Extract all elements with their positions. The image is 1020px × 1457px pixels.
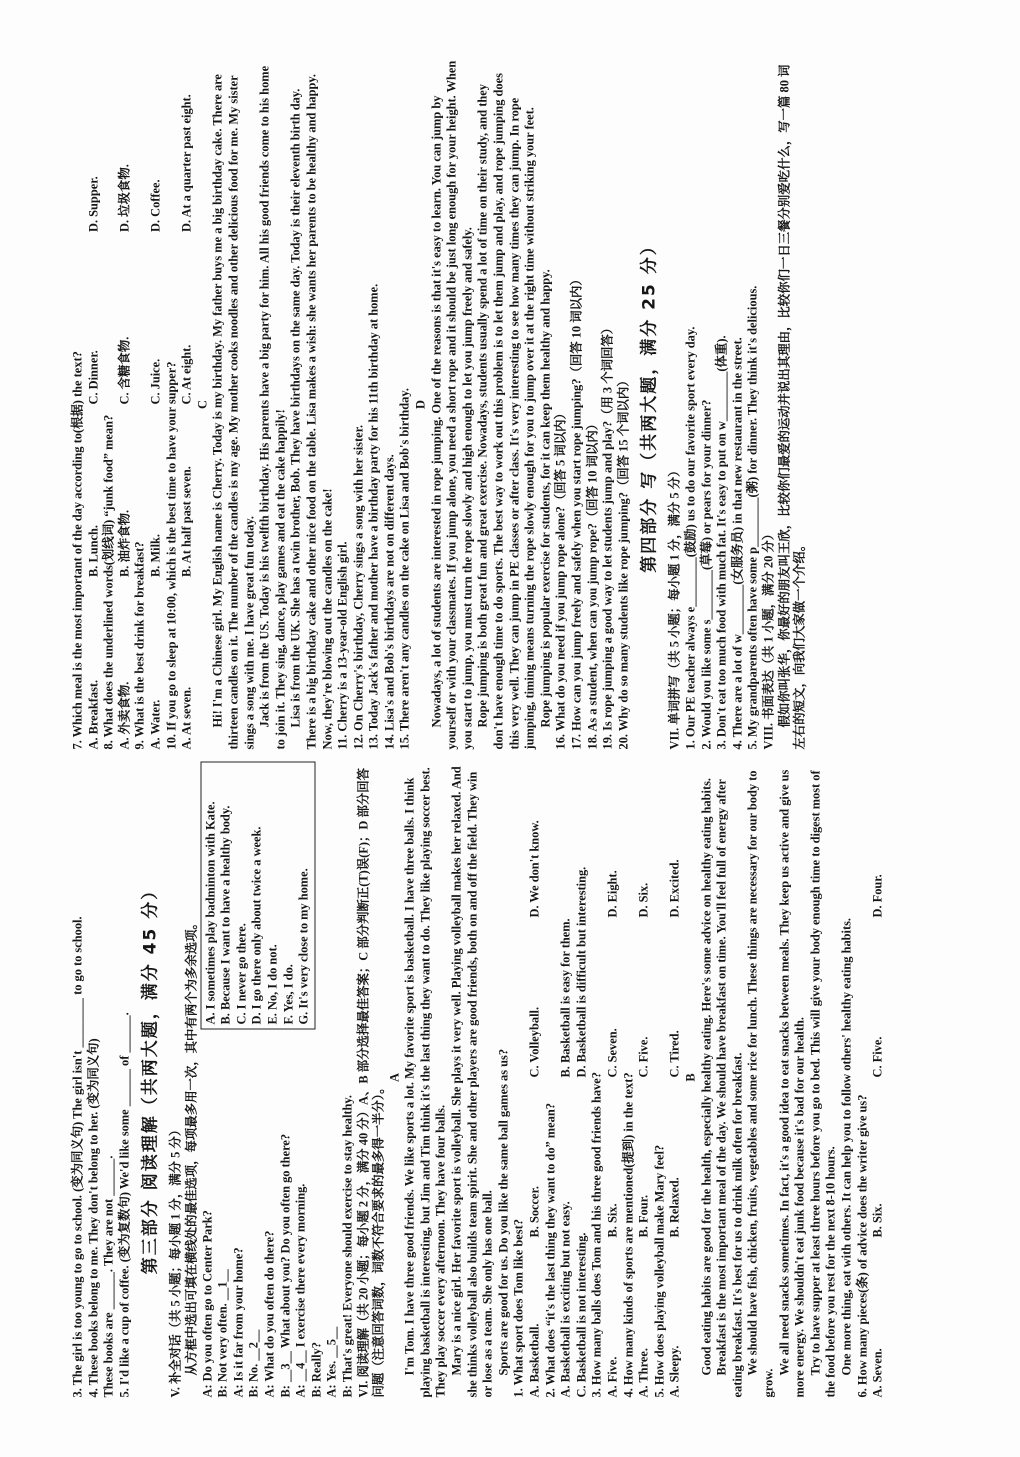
section7-title: VII. 单词拼写（共 5 小题；每小题 1 分，满分 5 分）	[667, 464, 682, 749]
question-3: 3. How many balls does Tom and his three good friends have?	[589, 1071, 604, 1397]
rewrite-item-4-line: These books are ______. They are not ______.	[101, 1155, 116, 1397]
box-option: C. I never go there.	[233, 922, 248, 1024]
dialogue-line: B: No. __2__	[246, 1329, 261, 1397]
question-5-options	[667, 757, 683, 1397]
rewrite-item-3: 3. The girl is too young to go to school. (变为同义句) The girl isn't ________ to go to school.	[70, 915, 84, 1397]
dialogue-line: A: Do you often go to Center Park?	[199, 1209, 214, 1397]
option: D. Coffee.	[147, 178, 162, 232]
passage-c-label: C	[194, 399, 209, 409]
option: C. Basketball is not interesting.	[573, 1232, 588, 1397]
option: C. Volleyball.	[527, 1006, 542, 1077]
question-20: 20. Why do so many students like rope jumping?（回答 15 个词以内）	[615, 373, 630, 749]
option: D. Basketball is difficult but interesting.	[573, 866, 588, 1077]
passage-c-para: Lisa is from the UK. She has a twin brother, Bob. They have birthdays on the same day. Today is their eleventh birth day. There is a big birthday cake and other nice food on the table. Lisa makes a wish: she wants her parents to be healthy and happy. Now, they're blowing out the candles on the cake!	[288, 73, 334, 749]
section5-title: V. 补全对话（共 5 小题；每小题 1 分，满分 5 分）	[168, 1123, 183, 1397]
option: C. Seven.	[605, 1027, 619, 1077]
statement-15: 15. There aren't any candles on the cake on Lisa and Bob's birthday.	[397, 387, 412, 749]
box-option: B. Because I want to have a healthy body.	[218, 805, 233, 1024]
spelling-item-1: 1. Our PE teacher always e________(鼓励) us to do our favorite sport every day.	[682, 326, 697, 749]
option: B. Soccer.	[527, 1185, 542, 1237]
passage-d-para: Rope jumping is both great fun and great exercise. Nowadays, students usually spend a lot of time on their study, and they don't have enough time to do sports. The best way to work out this problem is to let them jump and play, and rope jumping does this very well. They can jump in PE classes or after class. It's very interesting to see how many times they can jump. In rope jumping, timing means turning the rope slowly enough for you to jump over it at the right time without striking your feet.	[475, 72, 537, 749]
option: C. At eight.	[179, 344, 194, 404]
option: C. Five.	[870, 1036, 885, 1077]
left-column	[70, 757, 940, 1397]
question-3-options	[605, 757, 621, 1397]
passage-a-label: A	[386, 1072, 401, 1082]
option: D. At a quarter past eight.	[179, 93, 194, 232]
section8-prompt: 假如你叫张华，你最好的朋友叫王欣，比较你们最爱的运动并说出其理由，比较你们一日三餐分别爱吃什么，写一篇 80 词左右的短文，向我们大家做一个介绍。	[776, 64, 807, 749]
option: A. Basketball is exciting but not easy.	[558, 1200, 573, 1397]
option: C. 含糖食物.	[116, 336, 131, 404]
question-2: 2. What does “it's the last thing they want to do” mean?	[542, 1102, 557, 1397]
statement-12: 12. On Cherry's birthday, Cherry sings a song with her sister.	[350, 424, 365, 749]
box-option: D. I go there only about twice a week.	[249, 825, 264, 1024]
statement-11: 11. Cherry is a 13-year-old English girl.	[335, 540, 350, 749]
passage-d-para: Nowadays, a lot of students are interested in rope jumping. One of the reasons is that it's easy to learn. You can jump by yourself or with your classmates. If you jump alone, you need a short rope and it should be just long enough for your height. When you start to jump, you must turn the rope slowly and high enough to let you jump freely and safely.	[428, 60, 474, 749]
question-8: 8. What does the underlined words(划线词) “junk food” mean?	[101, 414, 116, 749]
option: A. At seven.	[179, 686, 194, 749]
passage-b-para: We all need snacks sometimes. In fact, it's a good idea to eat snacks between meals. They keep us active and give us more energy. We shouldn't eat junk food because it's bad for our health.	[776, 769, 807, 1397]
box-option: A. I sometimes play badminton with Kate.	[202, 800, 217, 1024]
option: B. Milk.	[147, 533, 162, 577]
part3-title: 第三部分 阅读理解（共两大题，满分 45 分）	[140, 880, 161, 1274]
option: A. Breakfast.	[85, 679, 100, 749]
section8-title: VIII. 书面表达（共 1 小题，满分 20 分）	[760, 527, 775, 749]
option: D. 垃圾食物.	[116, 163, 131, 232]
dialogue-line: A: What do you often do there?	[261, 1230, 276, 1397]
option: B. At half past seven.	[179, 465, 194, 577]
passage-c-para: Hi! I'm a Chinese girl. My English name is Cherry. Today is my birthday. My father buys me a big birthday cake. There are thirteen candles on it. The number of the candles is my age. My mother cooks noodles and other delicious food for me. My sister sings a song with me. I have great fun today.	[210, 73, 256, 749]
option: C. Five.	[636, 1036, 651, 1077]
question-10-options	[179, 59, 195, 749]
option: A. 外卖食物.	[116, 681, 131, 749]
dialogue-line: B: __3__ What about you? Do you often go there?	[277, 1133, 292, 1397]
option: B. Lunch.	[85, 524, 100, 577]
question-17: 17. How can you jump freely and safely when you start rope jumping?（回答 10 词以内）	[569, 272, 583, 749]
spelling-item-4: 4. There are a lot of w________(女服务员) in that new restaurant in the street.	[729, 336, 744, 749]
question-6: 6. How many pieces(条) of advice does the writer give us?	[854, 1094, 869, 1397]
dialogue-line: A: Yes. __5__	[324, 1326, 339, 1397]
option: B. Basketball is easy for them.	[558, 917, 573, 1077]
part4-title: 第四部分 写（共两大题，满分 25 分）	[639, 235, 660, 573]
passage-c-para: Jack is from the US. Today is his twelfth birthday. His parents have a big party for him. All his good friends come to his home to join it. They sing, dance, play games and eat the cake happily!	[257, 65, 287, 749]
passage-b-para: Try to have supper at least three hours before you go to bed. This will give your body enough time to digest most of the food before you rest for the next 8-10 hours.	[807, 769, 838, 1397]
box-option: G. It's very close to my home.	[296, 867, 311, 1024]
question-1: 1. What sport does Tom like best?	[511, 1218, 526, 1397]
rewrite-item-5: 5. I'd like a cup of coffee. (变为复数句) We'd like some ______ of ______.	[116, 1011, 131, 1397]
option: C. Tired.	[667, 1029, 682, 1077]
option: A. Seven.	[870, 1347, 885, 1397]
dialogue-area	[200, 757, 356, 1397]
question-10: 10. If you go to sleep at 10:00, which is the best time to have your supper?	[163, 360, 178, 749]
dialogue-line: A: Is it far from your home?	[230, 1246, 245, 1397]
option: D. Supper.	[85, 175, 100, 232]
section5-instruction: 从方框中选出可填在横线处的最佳选项，每项最多用一次，其中有两个为多余选项。	[183, 916, 198, 1375]
option: A. Sleepy.	[667, 1345, 682, 1397]
spelling-item-2: 2. Would you like some s________(草莓) or pears for your dinner?	[698, 399, 713, 749]
statement-14: 14. Lisa's and Bob's birthdays are not on different days.	[381, 453, 396, 749]
dialogue-line: B: Not very often. __1__	[215, 1268, 230, 1397]
option: C. Juice.	[147, 358, 162, 404]
option: D. Four.	[870, 873, 885, 917]
options-box	[200, 761, 315, 1029]
option: B. Six.	[605, 1202, 619, 1237]
question-7-options	[86, 59, 102, 749]
passage-b-para: Breakfast is the most important meal of the day. We should have breakfast on time. You'll feel full of energy after eating breakfast. It's best for us to drink milk often for breakfast.	[714, 778, 744, 1397]
passage-a-para: I'm Tom. I have three good friends. We like sports a lot. My favorite sport is basketball. I have three balls. I think playing basketball is interesting, but Jim and Tim think it's the last thing they want to do. They like playing soccer best. They play soccer every afternoon. They have four balls.	[402, 766, 448, 1397]
question-16: 16. What do you need if you jump rope alone?（回答 5 词以内）	[553, 406, 568, 749]
question-19: 19. Is rope jumping a good way to let students jump and play?（用 3 个词回答）	[600, 321, 615, 749]
question-4: 4. How many kinds of sports are mentioned(提到) in the text?	[620, 1071, 635, 1397]
question-5: 5. How does playing volleyball make Mary feel?	[651, 1144, 666, 1397]
option: A. Five.	[605, 1356, 619, 1397]
option: A. Basketball.	[527, 1322, 542, 1397]
option: D. Excited.	[667, 858, 682, 917]
question-8-options	[117, 59, 133, 749]
passage-b-label: B	[682, 1072, 697, 1082]
dialogue-line: A: __4__ I exercise there every morning.	[293, 1183, 308, 1397]
option: B. Relaxed.	[667, 1176, 682, 1237]
rewrite-item-4: 4. These books belong to me. They don't belong to her. (变为同义句)	[85, 1037, 100, 1397]
passage-d-label: D	[413, 399, 428, 409]
passage-a-para: Mary is a nice girl. Her favorite sport is volleyball. She plays it very well. Playing volleyball makes her relaxed. And she thinks volleyball also builds team spirit. She and other players are good friends, both on and off the field. They win or lose as a team. She only has one ball.	[449, 765, 495, 1397]
right-column	[70, 59, 940, 749]
option: D. Six.	[636, 882, 651, 917]
option: A. Three.	[636, 1347, 651, 1397]
passage-b-para: One more thing, eat with others. It can help you to follow others' healthy eating habits.	[838, 917, 853, 1375]
option: B. Four.	[636, 1194, 651, 1237]
question-9: 9. What is the best drink for breakfast?	[132, 541, 147, 749]
question-7: 7. Which meal is the most important of the day according to(根据) the text?	[70, 350, 84, 749]
question-4-options	[636, 757, 652, 1397]
question-1-options	[527, 757, 543, 1397]
statement-13: 13. Today Jack's father and mother have a birthday party for his 11th birthday at home.	[366, 283, 381, 749]
option: D. We don't know.	[527, 819, 542, 917]
box-option: E. No, I do not.	[264, 943, 279, 1024]
option: C. Dinner.	[85, 349, 100, 404]
box-option: F. Yes, I do.	[280, 963, 295, 1024]
passage-b-para: Good eating habits are good for the health, especially healthy eating. Here's some advice on healthy eating habits.	[698, 777, 713, 1375]
passage-b-para: We should have fish, chicken, fruits, vegetables and some rice for lunch. These things are necessary for our body to grow.	[745, 770, 775, 1397]
question-6-options	[870, 757, 886, 1397]
option: D. Eight.	[605, 869, 619, 917]
option: B. 油炸食物.	[116, 509, 131, 577]
question-2-options	[558, 757, 589, 1397]
option: B. Six.	[870, 1202, 885, 1237]
passage-d-para: Rope jumping is popular exercise for students, for it can keep them healthy and happy.	[537, 268, 552, 727]
option: A. Water.	[147, 699, 162, 749]
section6-title: VI. 阅读理解（共 20 小题；每小题 2 分，满分 40 分）A、B 部分选择最佳答案；C 部分判断正(T)误(F)；D 部分回答问题（注意回答词数，词数不符合要求的最多得一半分）。	[355, 767, 386, 1397]
passage-a-para: Sports are good for us. Do you like the same ball games as us?	[495, 1048, 510, 1375]
dialogue-line: B: Really?	[308, 1341, 323, 1397]
dialogue-line: B: That's great! Everyone should exercise to stay healthy.	[339, 1094, 354, 1397]
spelling-item-5: 5. My grandparents often have some p________(粥) for dinner. They think it's delicious.	[745, 285, 760, 749]
question-18: 18. As a student, when can you jump rope?（回答 10 词以内）	[584, 417, 599, 749]
question-9-options	[148, 59, 164, 749]
spelling-item-3: 3. Don't eat too much food with much fat. It's easy to put on w________(体重).	[714, 334, 729, 749]
